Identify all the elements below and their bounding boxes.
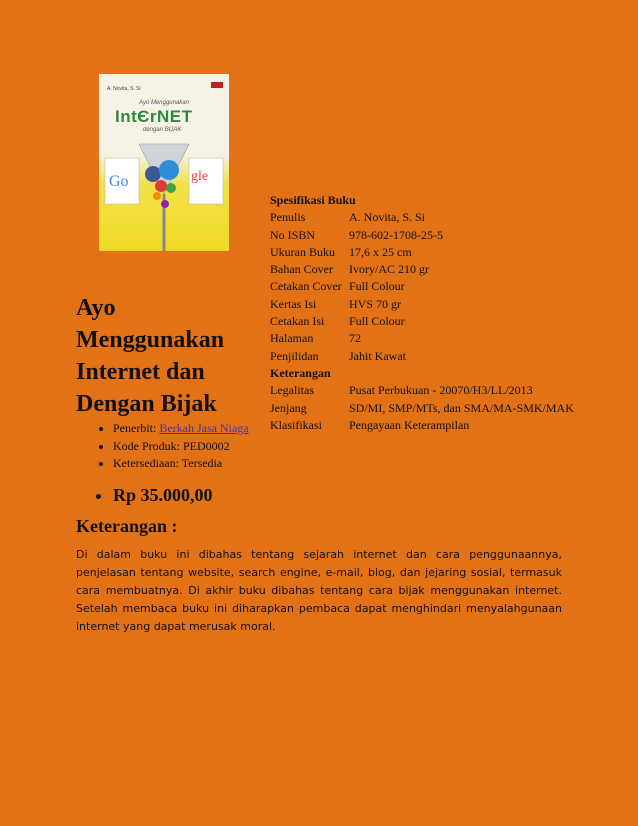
publisher-item [113,420,249,438]
description-heading: Keterangan : [76,516,178,536]
spec-value: Pengayaan Keterampilan [349,417,470,432]
keterangan-subheading: Keterangan [270,365,331,380]
spec-key: Kertas Isi [270,296,317,311]
spec-row [270,244,610,261]
spec-key: Bahan Cover [270,262,333,277]
specifications-table [270,192,610,434]
spec-value: Ivory/AC 210 gr [349,262,429,277]
spec-row [270,382,610,399]
social-icon-orange [153,192,161,200]
cover-line3: dengan BIJAK [143,127,182,133]
google-text-right: gle [191,169,209,184]
spec-value: 72 [349,331,361,346]
spec-key: No ISBN [270,227,316,242]
price-list [79,481,213,509]
spec-row [270,278,610,295]
spec-value: 978-602-1708-25-5 [349,227,443,242]
spec-key: Penjilidan [270,348,319,363]
spec-row [270,348,610,365]
facebook-icon [145,166,161,182]
cover-title: IntЄrNET [115,107,193,126]
spec-key: Cetakan Isi [270,314,325,329]
social-icon-red [155,180,167,192]
ie-icon [159,160,179,180]
availability: • Ketersediaan: Tersedia [113,455,249,473]
spec-value: Pusat Perbukuan - 20070/H3/LL/2013 [349,383,533,398]
spec-row [270,261,610,278]
publisher-logo [211,82,223,88]
spec-value: Jahit Kawat [349,348,406,363]
spec-value: Full Colour [349,279,405,294]
spec-heading: Spesifikasi Buku [270,193,356,207]
cover-author: A. Novita, S. Si [107,86,141,92]
product-meta-list [79,420,249,473]
cover-line1: Ayo Menggunakan [139,100,189,106]
google-text-left: Go [109,173,129,190]
spec-value: HVS 70 gr [349,296,402,311]
spec-key: Klasifikasi [270,417,322,432]
spec-row [270,227,610,244]
publisher-link[interactable]: Berkah Jasa Niaga [159,421,249,435]
spec-key: Halaman [270,331,314,346]
spec-value: SD/MI, SMP/MTs, dan SMA/MA-SMK/MAK [349,400,574,415]
spec-row [270,209,610,226]
product-title: Ayo Menggunakan Internet dan Dengan Bijak [76,295,225,417]
spec-key: Cetakan Cover [270,279,342,294]
price: • Rp 35.000,00 [113,481,213,509]
spec-value: A. Novita, S. Si [349,210,426,225]
spec-row [270,296,610,313]
cover-artwork [99,134,229,251]
publisher-label: Penerbit: [113,421,160,435]
spec-value: 17,6 x 25 cm [349,244,412,259]
spec-row [270,330,610,347]
social-icon-purple [161,200,169,208]
description-text: Di dalam buku ini dibahas tentang sejarah internet dan cara penggunaannya, penjelasan tentang website, search engine, e-mail, blog, dan jejaring sosial, termasuk cara membuatnya. Di akhir buku dibahas tentang cara bijak menggunakan internet. Setelah membaca buku ini diharapkan pembaca dapat menghindari menyalahgunaan internet yang dapat merusak moral. [76,548,562,633]
spec-key: Legalitas [270,383,314,398]
spec-value: Full Colour [349,314,405,329]
book-cover-image [99,74,229,251]
spec-key: Penulis [270,210,306,225]
spec-row [270,313,610,330]
social-icon-green [166,183,176,193]
spec-row [270,417,610,434]
product-code: • Kode Produk: PED0002 [113,438,249,456]
spec-key: Jenjang [270,400,307,415]
spec-key: Ukuran Buku [270,244,335,259]
spec-row [270,400,610,417]
